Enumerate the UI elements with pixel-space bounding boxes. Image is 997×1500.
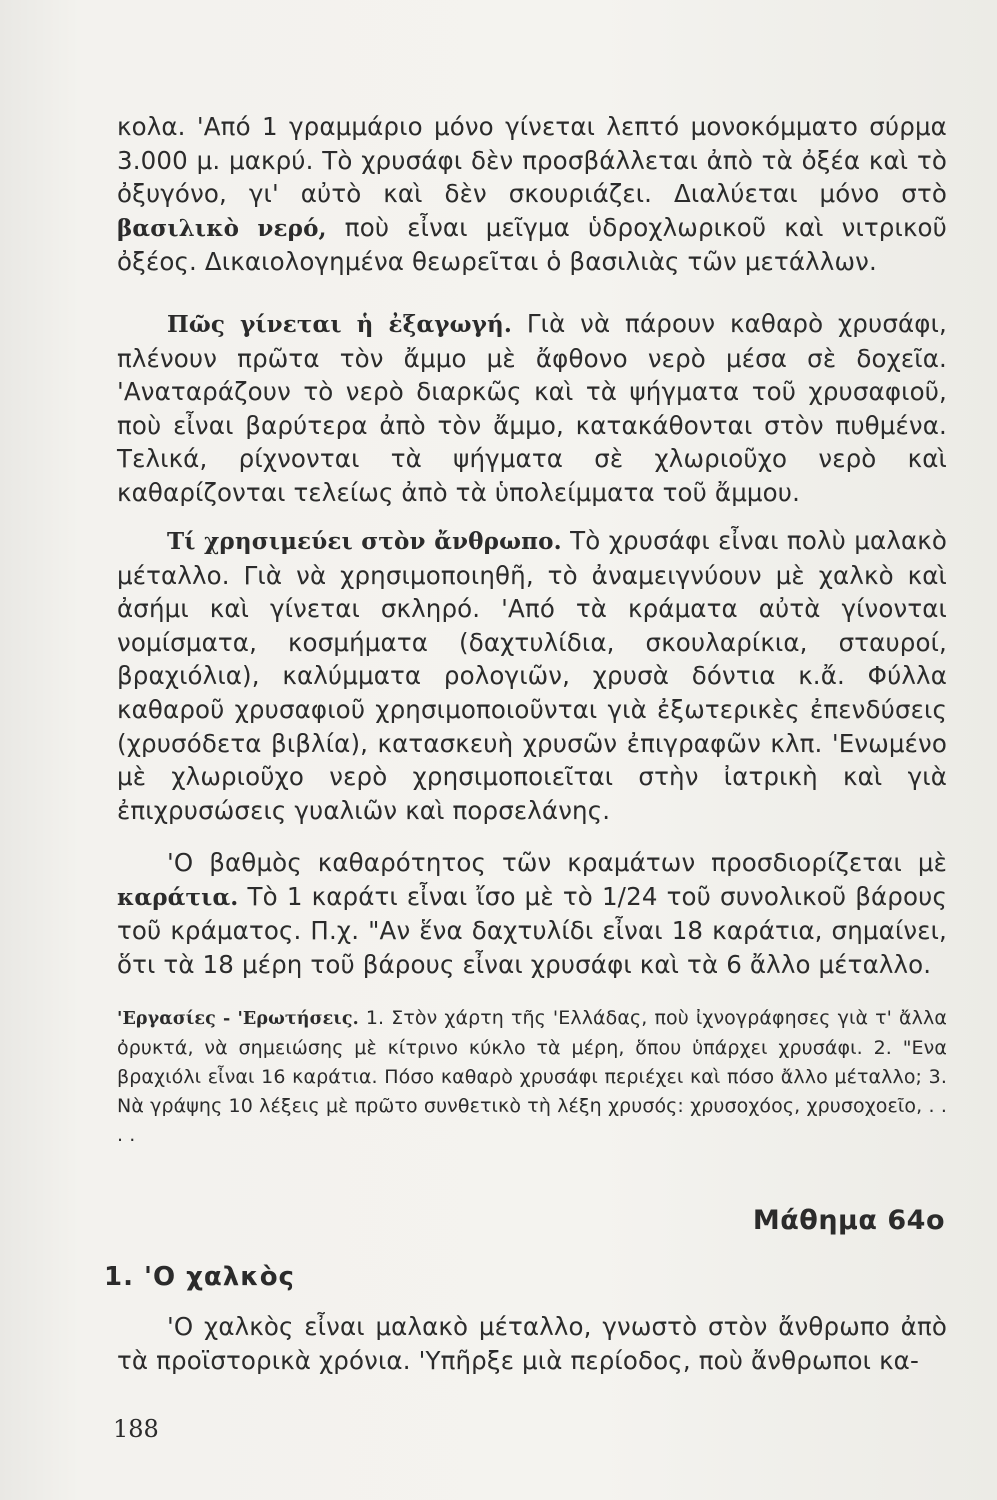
copper-section-title: 1. 'Ο χαλκὸς — [104, 1262, 295, 1292]
exercises-heading: 'Εργασίες - 'Ερωτήσεις. — [117, 1009, 359, 1029]
intro-text-a: κολα. 'Από 1 γραμμάριο μόνο γίνεται λεπτό μονοκόμματο σύρμα 3.000 μ. μακρύ. Τὸ χρυσάφι δὲν προσβάλλεται ἀπὸ τὰ ὀξέα καὶ τὸ ὀξυγόνο, γι' αὐτὸ καὶ δὲν σκουριάζει. Διαλύεται μόνο στὸ — [117, 112, 947, 209]
exercises-text: 1. Στὸν χάρτη τῆς 'Ελλάδας, ποὺ ἰχνογράφησες γιὰ τ' ἄλλα ὀρυκτά, νὰ σημειώσης μὲ κίτρινο κύκλο τὰ μέρη, ὅπου ὑπάρχει χρυσάφι. 2. "Ενα βραχιόλι εἶναι 16 καράτια. Πόσο καθαρὸ χρυσάφι περιέχει καὶ πόσο ἄλλο μέταλλο; 3. Νὰ γράψης 10 λέξεις μὲ πρῶτο συνθετικὸ τὴ λέξη χρυσός: χρυσοχόος, χρυσοχοεῖο, . . . . — [117, 1007, 947, 1146]
purity-section — [117, 846, 947, 981]
extraction-heading: Πῶς γίνεται ἡ ἐξαγωγή. — [167, 311, 513, 338]
uses-text: Τὸ χρυσάφι εἶναι πολὺ μαλακὸ μέταλλο. Γιὰ νὰ χρησιμοποιηθῆ, τὸ ἀναμειγνύουν μὲ χαλκὸ καὶ ἀσήμι καὶ γίνεται σκληρό. 'Από τὰ κράματα αὐτὰ γίνονται νομίσματα, κοσμήματα (δαχτυλίδια, σκουλαρίκια, σταυροί, βραχιόλια), καλύμματα ρολογιῶν, χρυσὰ δόντια κ.ἄ. Φύλλα καθαροῦ χρυσαφιοῦ χρησιμοποιοῦνται γιὰ ἐξωτερικὲς ἐπενδύσεις (χρυσόδετα βιβλία), κατασκευὴ χρυσῶν ἐπιγραφῶν κλπ. 'Ενωμένο μὲ χλωριοῦχο νερὸ χρησιμοποιεῖται στὴν ἰατρικὴ καὶ γιὰ ἐπιχρυσώσεις γυαλιῶν καὶ πορσελάνης. — [117, 526, 948, 825]
purity-text-b: Τὸ 1 καράτι εἶναι ἴσο μὲ τὸ 1/24 τοῦ συνολικοῦ βάρους τοῦ κράματος. Π.χ. "Αν ἕνα δαχτυλίδι εἶναι 18 καράτια, σημαίνει, ὅτι τὰ 18 μέρη τοῦ βάρους εἶναι χρυσάφι καὶ τὰ 6 ἄλλο μέταλλο. — [117, 881, 947, 979]
royal-water-term: βασιλικὸ νερό, — [117, 214, 327, 242]
carat-term: καράτια. — [117, 883, 239, 911]
lesson-number: Μάθημα 64ο — [752, 1205, 945, 1236]
purity-text-a: 'Ο βαθμὸς καθαρότητος τῶν κραμάτων προσδιορίζεται μὲ — [167, 848, 947, 877]
intro-section — [117, 110, 947, 279]
extraction-paragraph — [117, 307, 947, 510]
purity-paragraph — [117, 846, 947, 981]
uses-heading: Τί χρησιμεύει στὸν ἄνθρωπο. — [167, 528, 562, 555]
extraction-section — [117, 307, 947, 510]
copper-section — [117, 1310, 947, 1377]
exercises-section — [117, 1004, 947, 1150]
copper-paragraph: 'Ο χαλκὸς εἶναι μαλακὸ μέταλλο, γνωστὸ στὸν ἄνθρωπο ἀπὸ τὰ προϊστορικὰ χρόνια. 'Υπῆρξε μιὰ περίοδος, ποὺ ἄνθρωποι κα- — [117, 1312, 947, 1375]
exercises-paragraph — [117, 1004, 947, 1150]
extraction-text: Γιὰ νὰ πάρουν καθαρὸ χρυσάφι, πλένουν πρῶτα τὸν ἄμμο μὲ ἄφθονο νερὸ μέσα σὲ δοχεῖα. 'Αναταράζουν τὸ νερὸ διαρκῶς καὶ τὰ ψήγματα τοῦ χρυσαφιοῦ, ποὺ εἶναι βαρύτερα ἀπὸ τὸν ἄμμο, κατακάθονται στὸν πυθμένα. Τελικά, ρίχνονται τὰ ψήγματα σὲ χλωριοῦχο νερὸ καὶ καθαρίζονται τελείως ἀπὸ τὰ ὑπολείμματα τοῦ ἄμμου. — [117, 309, 947, 507]
intro-text-b: ποὺ εἶναι μεῖγμα ὑδροχλωρικοῦ καὶ νιτρικοῦ ὀξέος. Δικαιολογημένα θεωρεῖται ὁ βασιλιὰς τῶν μετάλλων. — [117, 212, 948, 277]
page-number: 188 — [113, 1415, 159, 1443]
uses-section — [117, 524, 947, 827]
uses-paragraph — [117, 524, 947, 827]
intro-paragraph — [117, 110, 947, 279]
